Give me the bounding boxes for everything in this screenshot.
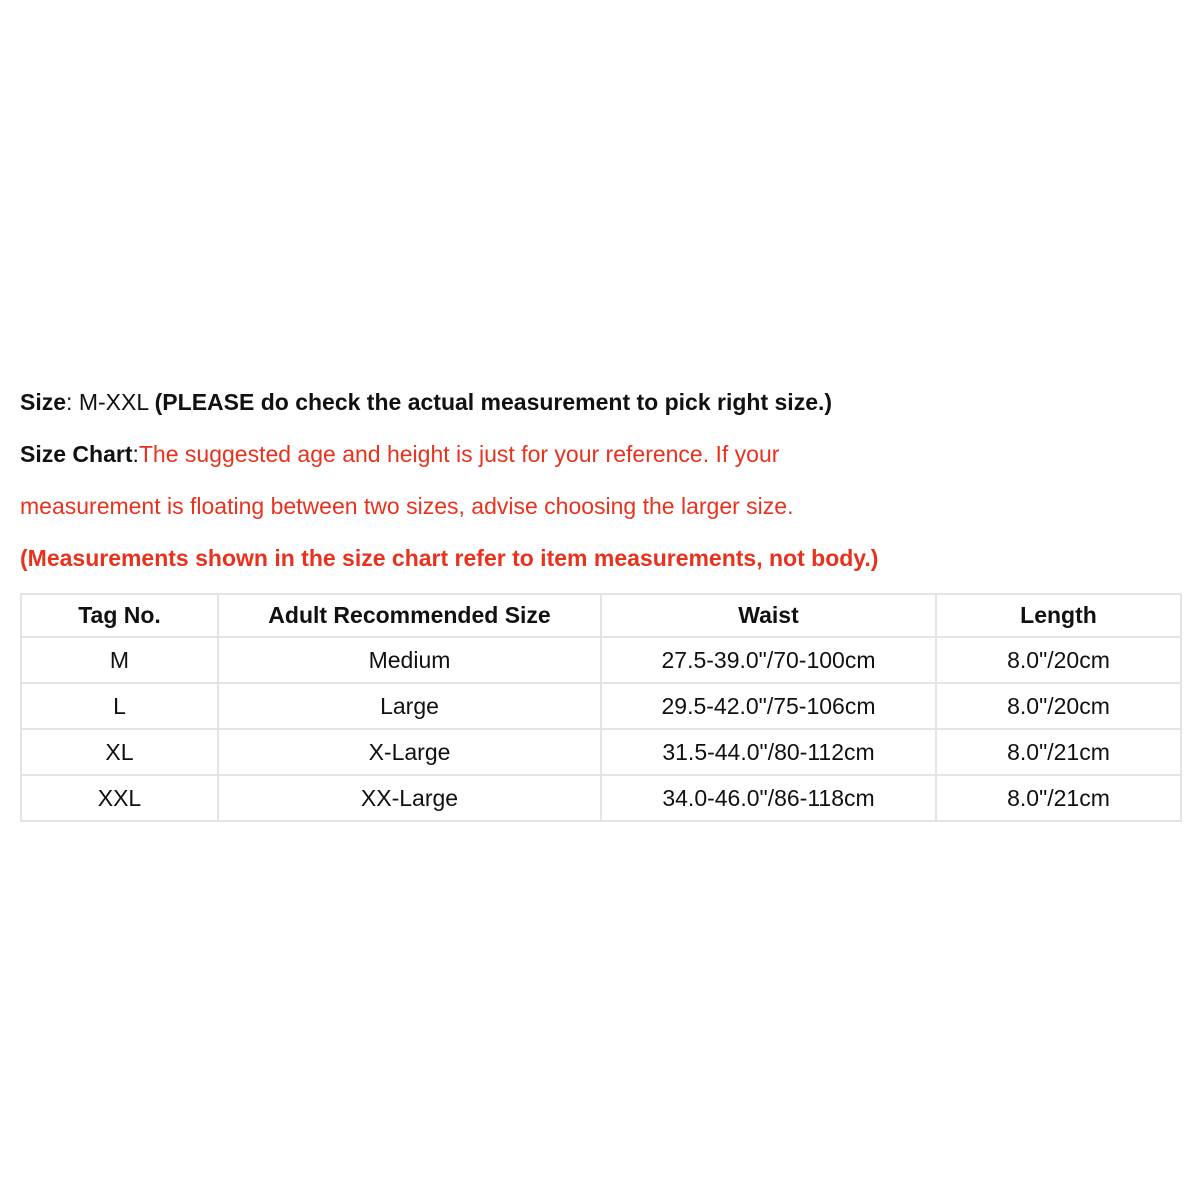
cell-length: 8.0"/21cm — [936, 775, 1181, 821]
cell-waist: 31.5-44.0"/80-112cm — [601, 729, 936, 775]
cell-size: XX-Large — [218, 775, 601, 821]
size-chart-text-line2: measurement is floating between two sizes, advise choosing the larger size. — [20, 493, 794, 519]
table-row — [21, 637, 1181, 683]
size-label: Size — [20, 389, 67, 415]
cell-waist: 29.5-42.0"/75-106cm — [601, 683, 936, 729]
size-chart-text-line1: The suggested age and height is just for your reference. If your — [138, 441, 780, 467]
cell-tag: L — [21, 683, 218, 729]
size-colon: : — [66, 389, 79, 415]
cell-waist: 34.0-46.0"/86-118cm — [601, 775, 936, 821]
size-chart-label: Size Chart — [20, 441, 133, 467]
cell-tag: XL — [21, 729, 218, 775]
measurement-warning: (Measurements shown in the size chart refer to item measurements, not body.) — [20, 545, 879, 571]
header-length: Length — [936, 594, 1181, 637]
cell-tag: M — [21, 637, 218, 683]
cell-length: 8.0"/20cm — [936, 683, 1181, 729]
size-note: (PLEASE do check the actual measurement to pick right size.) — [154, 389, 833, 415]
table-row — [21, 683, 1181, 729]
size-value: M-XXL — [78, 389, 155, 415]
cell-tag: XXL — [21, 775, 218, 821]
header-adult-size: Adult Recommended Size — [218, 594, 601, 637]
cell-length: 8.0"/21cm — [936, 729, 1181, 775]
size-table — [20, 593, 1182, 822]
table-header-row — [21, 594, 1181, 637]
size-chart-line — [20, 428, 1180, 480]
size-table-wrapper — [20, 593, 1180, 822]
header-waist: Waist — [601, 594, 936, 637]
header-tag-no: Tag No. — [21, 594, 218, 637]
cell-size: X-Large — [218, 729, 601, 775]
size-info-block — [20, 376, 1180, 584]
cell-size: Large — [218, 683, 601, 729]
table-row — [21, 729, 1181, 775]
cell-waist: 27.5-39.0"/70-100cm — [601, 637, 936, 683]
table-row — [21, 775, 1181, 821]
cell-size: Medium — [218, 637, 601, 683]
size-chart-colon: : — [132, 441, 139, 467]
size-line — [20, 376, 1180, 428]
cell-length: 8.0"/20cm — [936, 637, 1181, 683]
